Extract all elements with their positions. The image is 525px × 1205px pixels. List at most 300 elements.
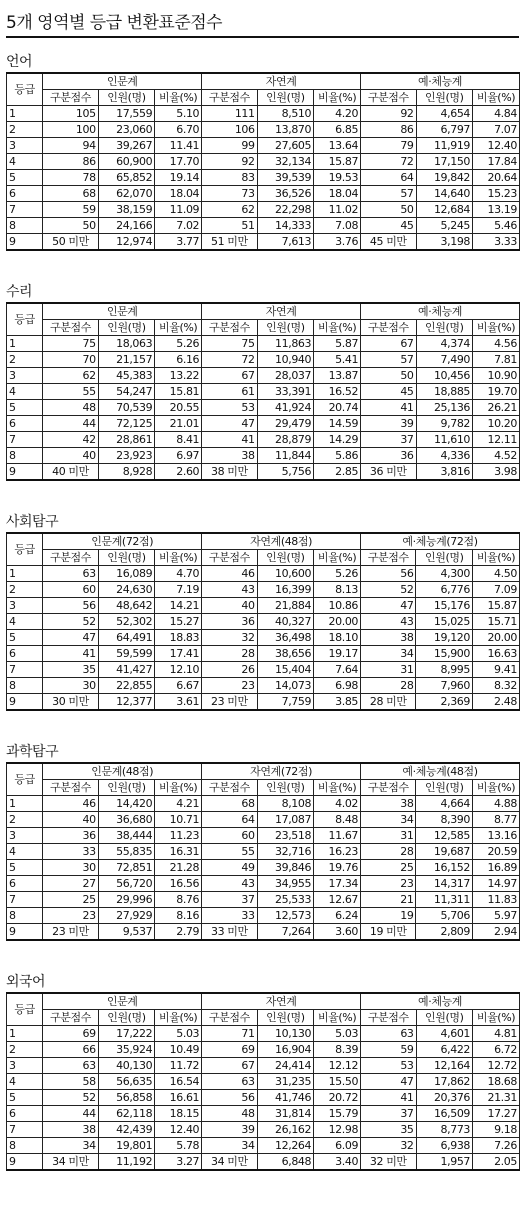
score-cell: 28 미만 [361,694,416,711]
table-row [7,1026,520,1042]
ratio-cell: 16.52 [314,384,361,400]
ratio-cell: 21.01 [155,416,202,432]
people-cell: 12,164 [416,1058,473,1074]
people-column-header: 인원(명) [416,90,473,106]
ratio-cell: 5.26 [155,336,202,352]
score-cell: 27 [43,876,98,892]
people-cell: 38,656 [257,646,314,662]
table-row [7,646,520,662]
score-cell: 62 [43,368,98,384]
score-cell: 53 [202,400,257,416]
people-cell: 17,087 [257,812,314,828]
people-cell: 9,782 [416,416,473,432]
people-cell: 17,150 [416,154,473,170]
ratio-cell: 17.70 [155,154,202,170]
score-cell: 94 [43,138,98,154]
table-row [7,416,520,432]
ratio-cell: 9.41 [473,662,520,678]
people-cell: 14,333 [257,218,314,234]
ratio-cell: 19.17 [314,646,361,662]
grade-cell: 8 [7,218,43,234]
table-row [7,1074,520,1090]
ratio-cell: 9.18 [473,1122,520,1138]
people-cell: 26,162 [257,1122,314,1138]
people-cell: 7,759 [257,694,314,711]
score-cell: 30 미만 [43,694,98,711]
score-cell: 83 [202,170,257,186]
score-column-header: 구분점수 [202,550,257,566]
score-cell: 36 [202,614,257,630]
people-cell: 10,600 [257,566,314,582]
grade-header: 등급 [7,73,43,106]
ratio-cell: 4.02 [314,796,361,812]
score-column-header: 구분점수 [361,90,416,106]
score-cell: 72 [202,352,257,368]
score-cell: 56 [202,1090,257,1106]
score-cell: 33 [43,844,98,860]
grade-cell: 9 [7,924,43,941]
people-column-header: 인원(명) [98,1010,155,1026]
score-cell: 41 [361,400,416,416]
people-cell: 17,559 [98,106,155,122]
ratio-cell: 16.23 [314,844,361,860]
people-cell: 33,391 [257,384,314,400]
people-cell: 24,166 [98,218,155,234]
ratio-cell: 3.98 [473,464,520,481]
table-row [7,368,520,384]
ratio-cell: 6.24 [314,908,361,924]
people-cell: 36,526 [257,186,314,202]
ratio-cell: 15.23 [473,186,520,202]
ratio-cell: 2.85 [314,464,361,481]
people-cell: 52,302 [98,614,155,630]
grade-cell: 4 [7,844,43,860]
group-header: 자연계 [202,993,361,1010]
people-cell: 12,573 [257,908,314,924]
score-cell: 38 [361,630,416,646]
grade-cell: 3 [7,138,43,154]
ratio-cell: 20.59 [473,844,520,860]
score-cell: 46 [202,566,257,582]
score-cell: 67 [361,336,416,352]
people-cell: 3,816 [416,464,473,481]
ratio-cell: 17.41 [155,646,202,662]
grade-cell: 7 [7,202,43,218]
score-cell: 30 [43,678,98,694]
ratio-cell: 3.61 [155,694,202,711]
people-cell: 8,995 [416,662,473,678]
table-row [7,1042,520,1058]
people-cell: 12,585 [416,828,473,844]
people-cell: 31,814 [257,1106,314,1122]
people-column-header: 인원(명) [257,550,314,566]
people-cell: 38,444 [98,828,155,844]
grade-cell: 5 [7,1090,43,1106]
score-cell: 55 [202,844,257,860]
people-cell: 8,928 [98,464,155,481]
people-cell: 12,684 [416,202,473,218]
people-cell: 19,687 [416,844,473,860]
group-header: 예·체능계(72점) [361,533,520,550]
ratio-cell: 5.87 [314,336,361,352]
ratio-cell: 17.84 [473,154,520,170]
ratio-cell: 5.46 [473,218,520,234]
score-cell: 48 [202,1106,257,1122]
ratio-cell: 16.61 [155,1090,202,1106]
grade-header: 등급 [7,993,43,1026]
ratio-column-header: 비율(%) [155,1010,202,1026]
score-cell: 51 미만 [202,234,257,251]
score-cell: 64 [361,170,416,186]
score-cell: 37 [361,432,416,448]
ratio-cell: 4.84 [473,106,520,122]
people-cell: 4,336 [416,448,473,464]
score-cell: 23 [202,678,257,694]
people-cell: 25,136 [416,400,473,416]
ratio-cell: 18.04 [314,186,361,202]
people-cell: 28,037 [257,368,314,384]
people-cell: 15,900 [416,646,473,662]
ratio-cell: 4.20 [314,106,361,122]
score-cell: 38 [361,796,416,812]
table-row [7,106,520,122]
score-cell: 44 [43,416,98,432]
people-cell: 36,680 [98,812,155,828]
score-cell: 92 [361,106,416,122]
people-cell: 11,311 [416,892,473,908]
score-cell: 25 [43,892,98,908]
people-cell: 11,192 [98,1154,155,1171]
people-cell: 18,063 [98,336,155,352]
people-cell: 7,490 [416,352,473,368]
people-cell: 31,235 [257,1074,314,1090]
ratio-cell: 20.72 [314,1090,361,1106]
ratio-cell: 7.64 [314,662,361,678]
people-cell: 41,427 [98,662,155,678]
ratio-cell: 10.86 [314,598,361,614]
ratio-column-header: 비율(%) [155,320,202,336]
people-cell: 9,537 [98,924,155,941]
score-column-header: 구분점수 [43,780,98,796]
ratio-cell: 15.79 [314,1106,361,1122]
score-cell: 47 [361,1074,416,1090]
table-row [7,186,520,202]
ratio-cell: 15.50 [314,1074,361,1090]
table-row [7,432,520,448]
people-cell: 40,327 [257,614,314,630]
grade-cell: 1 [7,566,43,582]
people-cell: 4,601 [416,1026,473,1042]
score-cell: 63 [43,566,98,582]
ratio-column-header: 비율(%) [155,550,202,566]
score-column-header: 구분점수 [43,320,98,336]
people-cell: 29,479 [257,416,314,432]
people-cell: 17,222 [98,1026,155,1042]
table-row [7,336,520,352]
score-cell: 92 [202,154,257,170]
table-row [7,828,520,844]
grade-cell: 6 [7,876,43,892]
grade-cell: 7 [7,432,43,448]
people-cell: 72,125 [98,416,155,432]
ratio-cell: 3.77 [155,234,202,251]
table-row [7,400,520,416]
score-column-header: 구분점수 [361,320,416,336]
ratio-cell: 8.32 [473,678,520,694]
score-cell: 47 [361,598,416,614]
score-cell: 59 [43,202,98,218]
score-cell: 26 [202,662,257,678]
ratio-cell: 20.64 [473,170,520,186]
score-cell: 52 [43,614,98,630]
table-row [7,1106,520,1122]
score-cell: 75 [43,336,98,352]
people-cell: 5,245 [416,218,473,234]
people-cell: 4,300 [416,566,473,582]
ratio-cell: 15.71 [473,614,520,630]
people-cell: 10,456 [416,368,473,384]
score-cell: 43 [202,582,257,598]
score-cell: 31 [361,828,416,844]
ratio-cell: 20.74 [314,400,361,416]
people-cell: 19,842 [416,170,473,186]
people-cell: 45,383 [98,368,155,384]
people-cell: 27,929 [98,908,155,924]
score-column-header: 구분점수 [43,1010,98,1026]
score-cell: 61 [202,384,257,400]
score-cell: 39 [361,416,416,432]
people-cell: 40,130 [98,1058,155,1074]
score-cell: 31 [361,662,416,678]
table-row [7,924,520,941]
ratio-cell: 11.23 [155,828,202,844]
score-cell: 58 [43,1074,98,1090]
grade-cell: 1 [7,336,43,352]
people-cell: 62,070 [98,186,155,202]
people-cell: 34,955 [257,876,314,892]
score-cell: 70 [43,352,98,368]
score-cell: 71 [202,1026,257,1042]
ratio-cell: 16.89 [473,860,520,876]
ratio-cell: 7.19 [155,582,202,598]
score-cell: 57 [361,186,416,202]
people-cell: 18,885 [416,384,473,400]
grade-cell: 4 [7,1074,43,1090]
score-cell: 68 [202,796,257,812]
people-cell: 7,960 [416,678,473,694]
score-cell: 25 [361,860,416,876]
ratio-cell: 20.00 [473,630,520,646]
group-header: 자연계(48점) [202,533,361,550]
ratio-cell: 6.72 [473,1042,520,1058]
people-cell: 5,706 [416,908,473,924]
grade-cell: 2 [7,812,43,828]
score-cell: 111 [202,106,257,122]
table-row [7,122,520,138]
grade-cell: 8 [7,448,43,464]
people-cell: 48,642 [98,598,155,614]
score-cell: 23 미만 [43,924,98,941]
people-cell: 35,924 [98,1042,155,1058]
score-cell: 43 [202,876,257,892]
ratio-cell: 5.26 [314,566,361,582]
table-row [7,384,520,400]
ratio-cell: 4.88 [473,796,520,812]
people-cell: 7,264 [257,924,314,941]
score-cell: 50 [361,202,416,218]
people-cell: 8,510 [257,106,314,122]
ratio-column-header: 비율(%) [155,780,202,796]
grade-cell: 4 [7,384,43,400]
ratio-cell: 18.15 [155,1106,202,1122]
ratio-cell: 15.27 [155,614,202,630]
ratio-cell: 16.56 [155,876,202,892]
section-title: 과학탐구 [6,744,59,760]
table-row [7,598,520,614]
ratio-cell: 15.87 [314,154,361,170]
people-cell: 22,298 [257,202,314,218]
ratio-cell: 20.55 [155,400,202,416]
people-cell: 2,369 [416,694,473,711]
group-header: 자연계 [202,303,361,320]
grade-cell: 3 [7,828,43,844]
ratio-cell: 18.04 [155,186,202,202]
score-column-header: 구분점수 [361,780,416,796]
ratio-cell: 4.50 [473,566,520,582]
people-column-header: 인원(명) [416,550,473,566]
people-cell: 14,640 [416,186,473,202]
score-cell: 40 [43,812,98,828]
people-cell: 59,599 [98,646,155,662]
people-cell: 36,498 [257,630,314,646]
ratio-column-header: 비율(%) [473,90,520,106]
score-cell: 50 [361,368,416,384]
score-cell: 105 [43,106,98,122]
table-row [7,448,520,464]
people-cell: 41,746 [257,1090,314,1106]
ratio-cell: 18.68 [473,1074,520,1090]
table-row [7,1090,520,1106]
ratio-cell: 13.22 [155,368,202,384]
people-column-header: 인원(명) [257,1010,314,1026]
people-cell: 42,439 [98,1122,155,1138]
ratio-cell: 13.19 [473,202,520,218]
score-cell: 40 [43,448,98,464]
people-cell: 4,654 [416,106,473,122]
score-cell: 41 [361,1090,416,1106]
people-cell: 56,720 [98,876,155,892]
people-cell: 70,539 [98,400,155,416]
score-cell: 48 [43,400,98,416]
ratio-cell: 26.21 [473,400,520,416]
ratio-cell: 3.40 [314,1154,361,1171]
score-cell: 52 [43,1090,98,1106]
people-cell: 7,613 [257,234,314,251]
ratio-cell: 12.98 [314,1122,361,1138]
people-cell: 3,198 [416,234,473,251]
table-row [7,860,520,876]
grade-table [6,302,520,481]
grade-header: 등급 [7,533,43,566]
group-header: 자연계(72점) [202,763,361,780]
people-cell: 54,247 [98,384,155,400]
table-row [7,352,520,368]
people-cell: 16,089 [98,566,155,582]
grade-cell: 4 [7,614,43,630]
ratio-cell: 8.39 [314,1042,361,1058]
people-cell: 6,422 [416,1042,473,1058]
score-cell: 42 [43,432,98,448]
grade-cell: 9 [7,464,43,481]
grade-cell: 6 [7,1106,43,1122]
ratio-cell: 7.02 [155,218,202,234]
score-cell: 60 [202,828,257,844]
section-4 [6,742,519,941]
score-cell: 21 [361,892,416,908]
people-cell: 39,539 [257,170,314,186]
ratio-column-header: 비율(%) [314,550,361,566]
grade-cell: 9 [7,694,43,711]
people-cell: 14,317 [416,876,473,892]
ratio-cell: 12.40 [473,138,520,154]
ratio-cell: 7.81 [473,352,520,368]
ratio-cell: 5.78 [155,1138,202,1154]
score-cell: 28 [361,844,416,860]
grade-header: 등급 [7,763,43,796]
ratio-cell: 14.97 [473,876,520,892]
ratio-cell: 4.81 [473,1026,520,1042]
ratio-cell: 3.33 [473,234,520,251]
table-row [7,678,520,694]
grade-cell: 6 [7,416,43,432]
people-column-header: 인원(명) [98,320,155,336]
ratio-cell: 15.87 [473,598,520,614]
score-cell: 53 [361,1058,416,1074]
score-cell: 28 [202,646,257,662]
grade-table [6,762,520,941]
grade-table [6,72,520,251]
score-cell: 57 [361,352,416,368]
grade-cell: 8 [7,1138,43,1154]
people-cell: 6,797 [416,122,473,138]
ratio-cell: 8.48 [314,812,361,828]
score-column-header: 구분점수 [202,320,257,336]
score-cell: 55 [43,384,98,400]
ratio-cell: 5.41 [314,352,361,368]
people-cell: 8,108 [257,796,314,812]
score-cell: 35 [43,662,98,678]
table-row [7,1154,520,1171]
people-cell: 22,855 [98,678,155,694]
score-cell: 72 [361,154,416,170]
people-cell: 16,399 [257,582,314,598]
page-title: 5개 영역별 등급 변환표준점수 [6,13,223,33]
grade-cell: 8 [7,678,43,694]
people-cell: 5,756 [257,464,314,481]
score-cell: 67 [202,1058,257,1074]
section-title: 외국어 [6,974,46,990]
section-2 [6,282,519,481]
table-row [7,170,520,186]
people-cell: 6,776 [416,582,473,598]
people-cell: 17,862 [416,1074,473,1090]
score-cell: 52 [361,582,416,598]
ratio-cell: 12.67 [314,892,361,908]
people-cell: 6,938 [416,1138,473,1154]
grade-header: 등급 [7,303,43,336]
grade-cell: 5 [7,400,43,416]
score-column-header: 구분점수 [361,1010,416,1026]
